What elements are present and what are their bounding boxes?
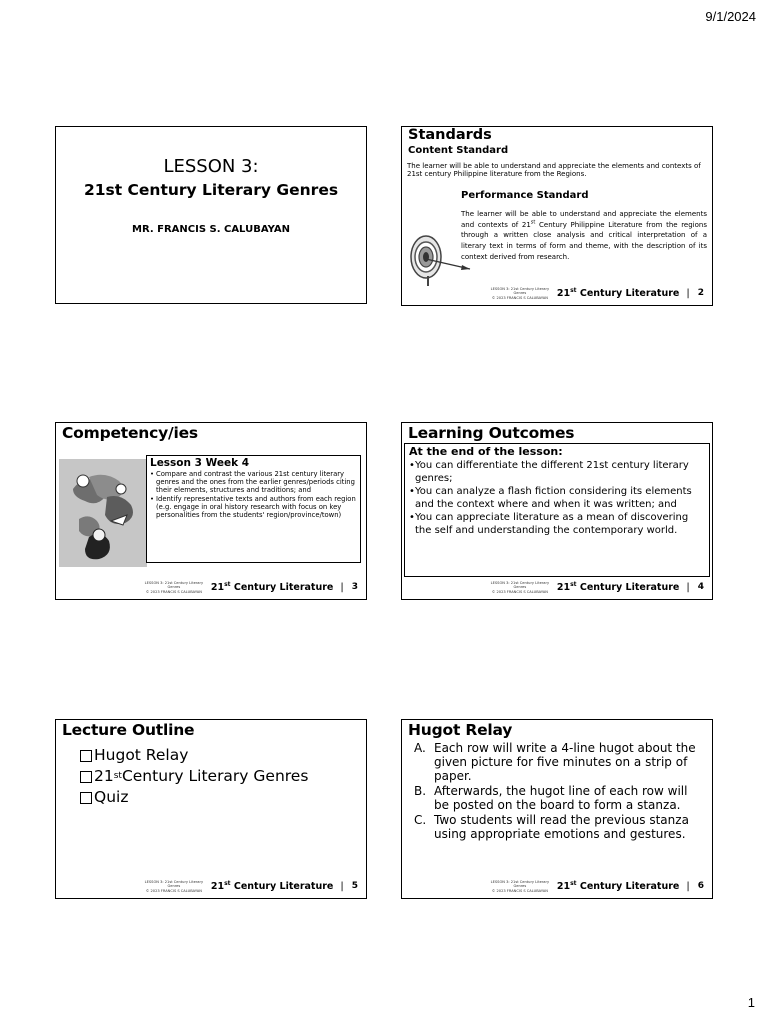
slide-footer (489, 581, 704, 594)
course-part: 21 (556, 881, 571, 893)
outline-text: Hugot Relay (94, 746, 189, 764)
course-sup: st (224, 581, 231, 589)
course-part: Century Literature (576, 582, 680, 594)
slide-number: 5 (351, 881, 358, 892)
competency-heading: Lesson 3 Week 4 (150, 457, 250, 469)
slide-number: 4 (697, 582, 704, 593)
outline-text: 21 (94, 767, 114, 785)
footer-separator: | (340, 880, 344, 892)
slide-title: Learning Outcomes (408, 424, 575, 442)
footer-fine-line: © 2023 FRANCIS S CALUBAYAN (145, 888, 202, 893)
slide-3 (55, 422, 367, 600)
footer-course (557, 581, 680, 593)
performance-standard-text (461, 209, 707, 263)
footer-separator: | (686, 880, 690, 892)
outline-sup: st (113, 771, 122, 781)
course-part: Century Literature (576, 881, 680, 893)
list-marker: C. (414, 813, 427, 827)
content-standard-heading: Content Standard (408, 145, 509, 156)
list-item (414, 741, 704, 783)
list-item (80, 787, 308, 808)
lesson-subtitle: 21st Century Literary Genres (83, 181, 339, 199)
footer-fine-line: © 2023 FRANCIS S CALUBAYAN (491, 295, 548, 300)
list-item: • Compare and contrast the various 21st century literary genres and the ones from the earlier genres/periods citing their elements, structures and traditions; and (150, 470, 357, 494)
outline-list (80, 745, 308, 808)
lesson-heading: LESSON 3: (163, 156, 259, 177)
course-sup: st (224, 880, 231, 888)
slide-1 (55, 126, 367, 304)
footer-fine-print (489, 287, 551, 300)
slide-footer (489, 287, 704, 300)
competency-box (146, 455, 361, 563)
outcomes-heading: At the end of the lesson: (409, 445, 563, 458)
slide-6 (401, 719, 713, 899)
slide-4 (401, 422, 713, 600)
page-date: 9/1/2024 (705, 9, 756, 24)
performance-text-part: The learner will be able to understand and appreciate the elements and contexts of 21 (461, 210, 707, 229)
course-part: Century Literature (230, 582, 334, 594)
author-name: MR. FRANCIS S. CALUBAYAN (132, 224, 290, 235)
course-part: Century Literature (230, 881, 334, 893)
checkbox-square-icon (80, 750, 92, 762)
slide-title: Standards (408, 127, 492, 143)
slide-number: 3 (351, 582, 358, 593)
footer-course (211, 880, 334, 892)
list-text: Two students will read the previous stanza using appropriate emotions and gestures. (434, 813, 689, 841)
outline-text: Century Literary Genres (121, 767, 309, 785)
list-item (414, 784, 704, 812)
slide-number: 6 (697, 881, 704, 892)
footer-separator: | (686, 581, 690, 593)
list-item (414, 813, 704, 841)
footer-fine-print (489, 880, 551, 893)
list-text: Afterwards, the hugot line of each row will be posted on the board to form a stanza. (434, 784, 688, 812)
course-part: 21 (210, 881, 225, 893)
slide-title: Lecture Outline (62, 721, 195, 739)
outcomes-box (404, 443, 710, 577)
outcomes-list (409, 460, 705, 537)
course-sup: st (570, 287, 577, 295)
footer-fine-line: © 2023 FRANCIS S CALUBAYAN (145, 589, 202, 594)
performance-text-sup: st (530, 219, 536, 226)
slide-footer (143, 581, 358, 594)
course-sup: st (570, 581, 577, 589)
footer-fine-print (143, 581, 205, 594)
slide-footer (489, 880, 704, 893)
footer-fine-print (143, 880, 205, 893)
slide-5 (55, 719, 367, 899)
footer-fine-line: LESSON 3: 21st Century Literary Genres (490, 879, 550, 889)
competency-list (150, 470, 357, 519)
footer-fine-line: © 2023 FRANCIS S CALUBAYAN (491, 888, 548, 893)
list-marker: A. (414, 741, 426, 755)
slide-2 (401, 126, 713, 306)
checkbox-square-icon (80, 771, 92, 783)
slide-title: Hugot Relay (408, 721, 513, 739)
page-number: 1 (747, 995, 755, 1010)
course-part: 21 (556, 582, 571, 594)
footer-course (211, 581, 334, 593)
content-standard-text: The learner will be able to understand and appreciate the elements and contexts of 21st century Philippine literature from the Regions. (407, 162, 701, 178)
slide-number: 2 (697, 288, 704, 299)
footer-fine-line: LESSON 3: 21st Century Literary Genres (490, 286, 550, 296)
list-item: • You can appreciate literature as a mean of discovering the self and understanding the contemporary world. (409, 512, 705, 537)
footer-course (557, 287, 680, 299)
list-text: Each row will write a 4-line hugot about the given picture for five minutes on a strip of paper. (434, 741, 696, 783)
course-part: Century Literature (576, 288, 680, 300)
footer-separator: | (340, 581, 344, 593)
list-item: • Identify representative texts and authors from each region (e.g. engage in oral history research with focus on key personalities from the students' region/province/town) (150, 495, 357, 519)
list-item: • You can analyze a flash fiction considering its elements and the context where and when it was written; and (409, 486, 705, 511)
footer-fine-line: LESSON 3: 21st Century Literary Genres (144, 879, 204, 889)
performance-text-part: Century Philippine Literature from the regions through a written close analysis and critical interpretation of a literary text in terms of form and theme, with the description of its context derived from research. (461, 220, 707, 261)
footer-course (557, 880, 680, 892)
list-item: • You can differentiate the different 21st century literary genres; (409, 460, 705, 485)
footer-separator: | (686, 287, 690, 299)
course-part: 21 (556, 288, 571, 300)
course-part: 21 (210, 582, 225, 594)
slide-title: Competency/ies (62, 424, 198, 442)
list-item (80, 766, 308, 787)
footer-fine-line: LESSON 3: 21st Century Literary Genres (490, 580, 550, 590)
illustration-image (59, 459, 147, 567)
performance-standard-heading: Performance Standard (461, 190, 589, 201)
footer-fine-line: LESSON 3: 21st Century Literary Genres (144, 580, 204, 590)
course-sup: st (570, 880, 577, 888)
slide-footer (143, 880, 358, 893)
checkbox-square-icon (80, 792, 92, 804)
footer-fine-line: © 2023 FRANCIS S CALUBAYAN (491, 589, 548, 594)
footer-fine-print (489, 581, 551, 594)
instructions-list (414, 741, 704, 842)
outline-text: Quiz (94, 788, 129, 806)
list-item (80, 745, 308, 766)
archery-target-icon (406, 223, 472, 287)
list-marker: B. (414, 784, 427, 798)
